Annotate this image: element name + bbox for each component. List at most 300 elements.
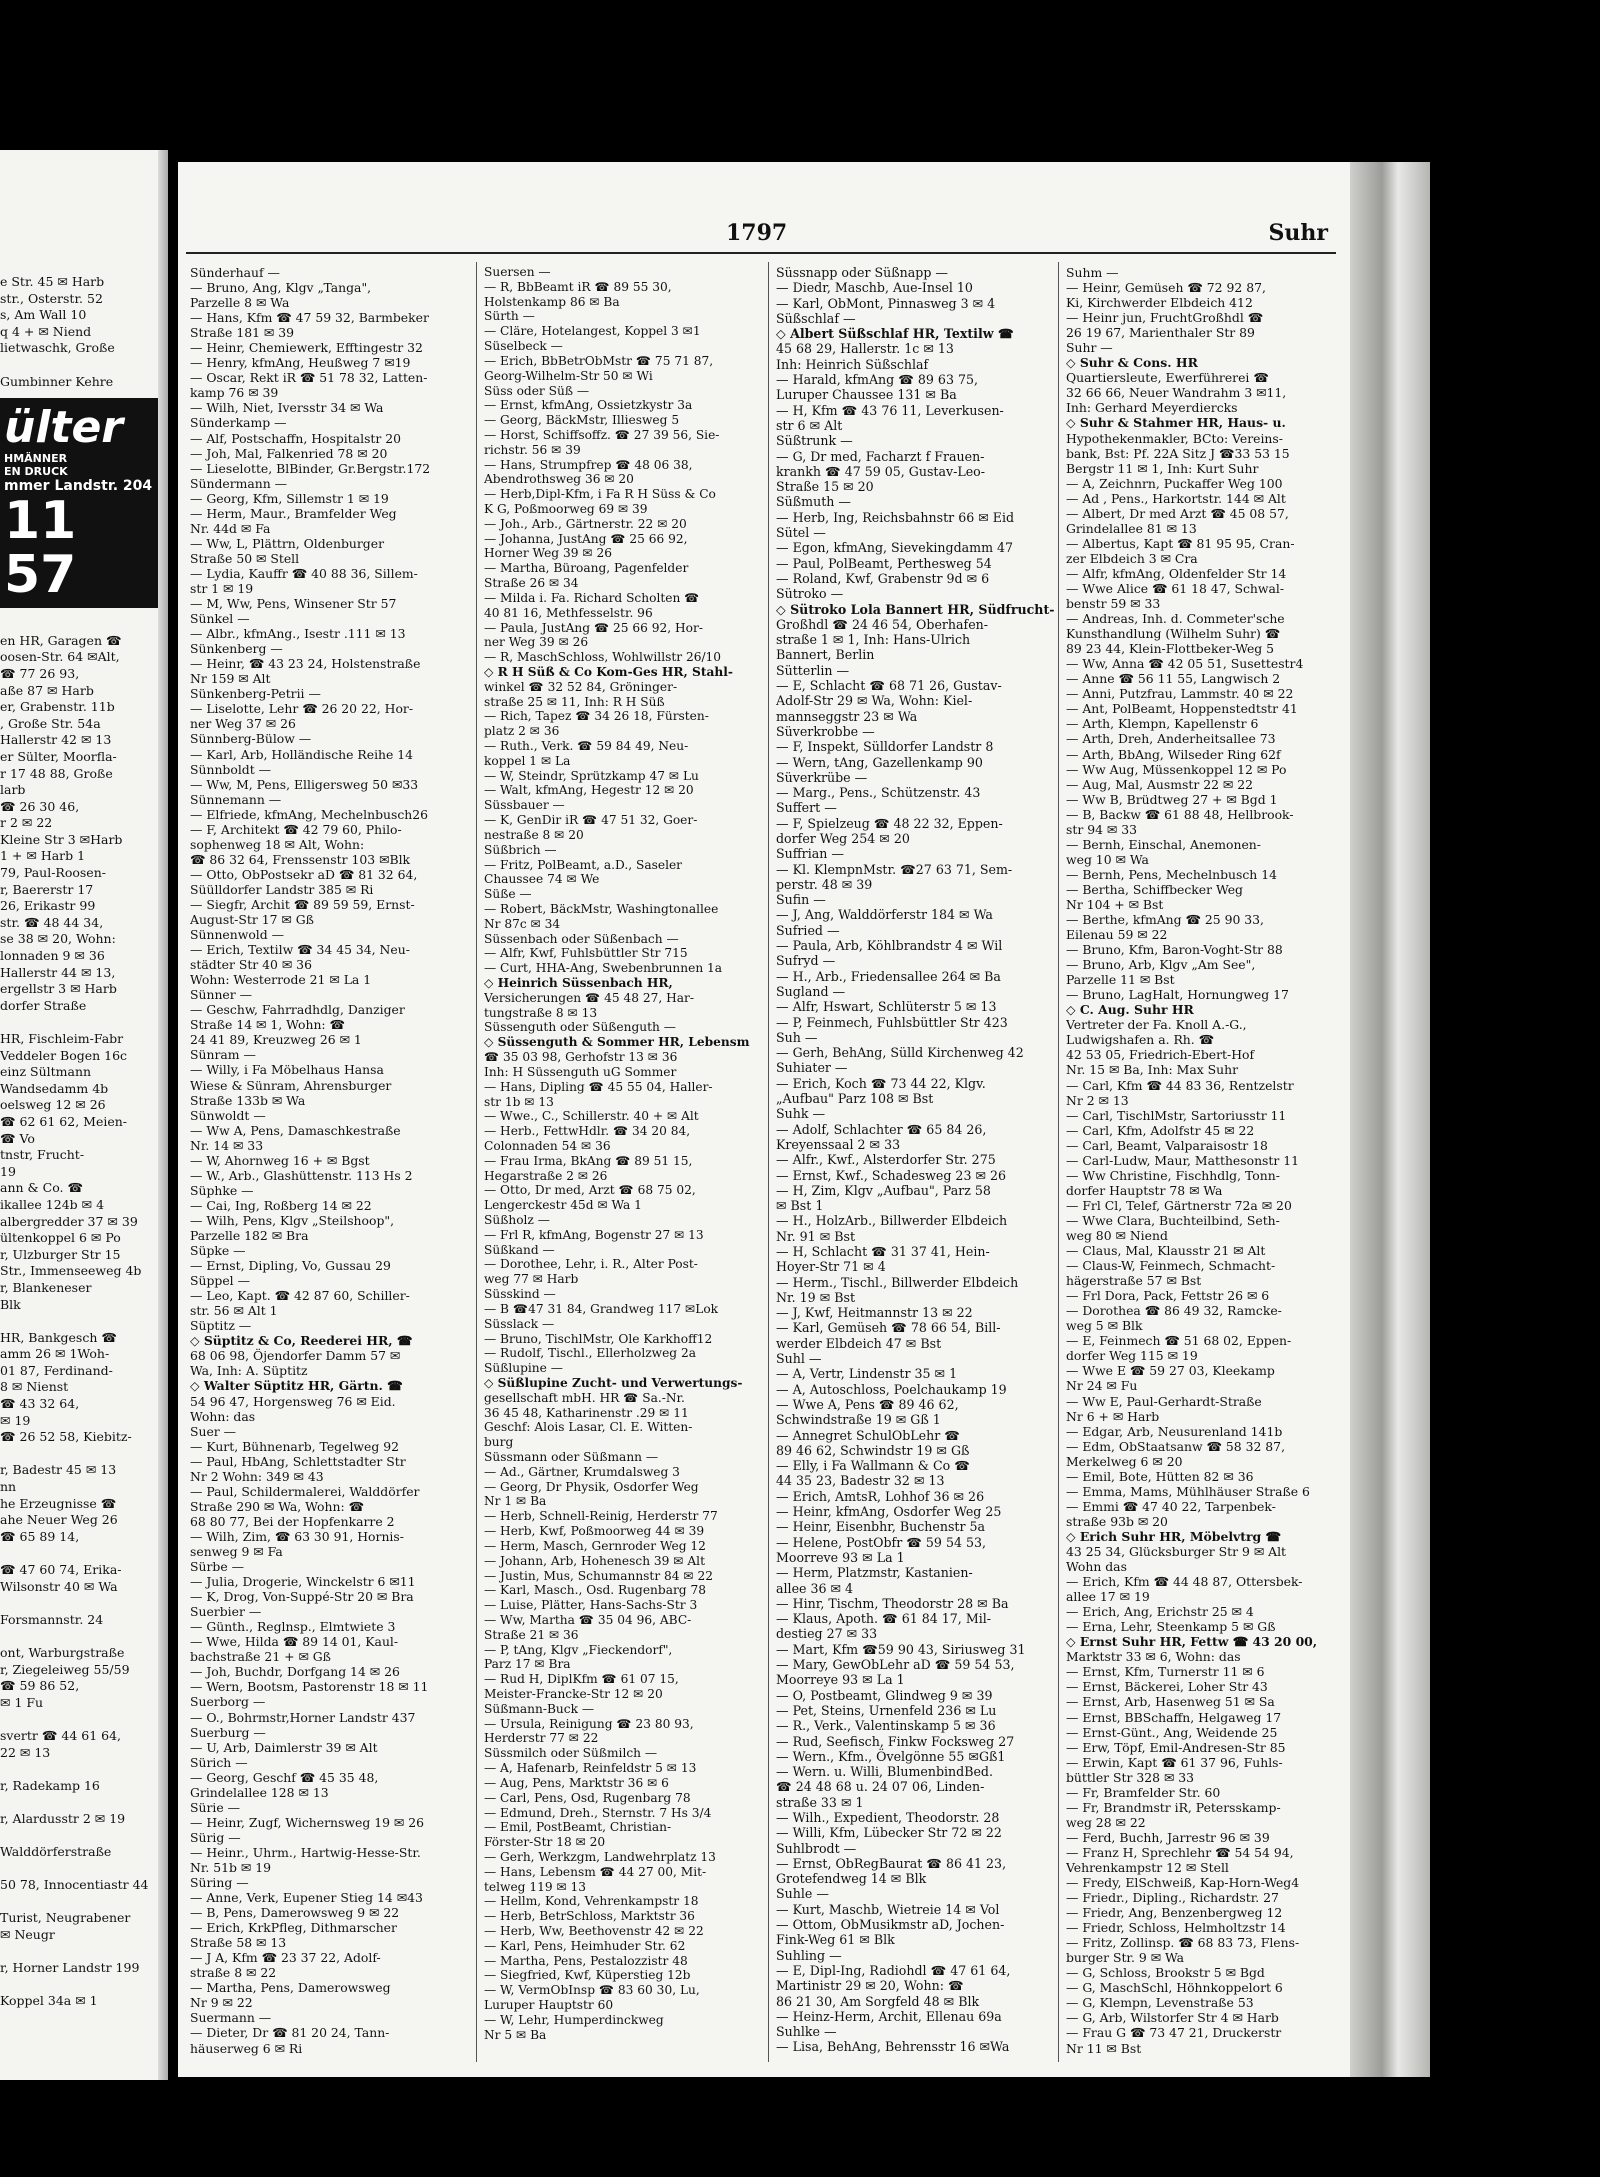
directory-entry: — Johann, Arb, Hohenesch 39 ✉ Alt [484, 1553, 705, 1568]
directory-entry: — G, Arb, Wilstorfer Str 4 ✉ Harb [1066, 2010, 1279, 2026]
directory-entry: weg 28 ✉ 22 [1066, 1814, 1146, 1830]
directory-entry: — Wwe., C., Schillerstr. 40 + ✉ Alt [484, 1109, 699, 1124]
directory-entry: Parzelle 8 ✉ Wa [190, 295, 290, 311]
directory-entry: — Dorothee, Lehr, i. R., Alter Post- [484, 1257, 698, 1272]
directory-entry: — W, Ahornweg 16 + ✉ Bgst [190, 1152, 370, 1168]
directory-entry: — Emil, PostBeamt, Christian- [484, 1820, 672, 1835]
directory-entry: — Ad , Pens., Harkortstr. 144 ✉ Alt [1066, 490, 1286, 506]
directory-entry: ner Weg 39 ✉ 26 [484, 635, 589, 650]
surname-heading: Sürich — [190, 1754, 248, 1770]
directory-entry: Vertreter der Fa. Knoll A.-G., [1066, 1017, 1247, 1033]
directory-entry: — G, Dr med, Facharzt f Frauen- [776, 448, 985, 464]
directory-entry: — Karl, Arb, Holländische Reihe 14 [190, 746, 414, 762]
directory-entry: — Georg, Dr Physik, Osdorfer Weg [484, 1479, 699, 1494]
directory-entry: hägerstraße 57 ✉ Bst [1066, 1273, 1202, 1289]
directory-entry: Colonnaden 54 ✉ 36 [484, 1138, 611, 1153]
directory-entry: — Alfr, kfmAng, Oldenfelder Str 14 [1066, 565, 1287, 581]
adjacent-line: r, Baererstr 17 [0, 881, 94, 897]
directory-entry: K G, Poßmoorweg 69 ✉ 39 [484, 502, 648, 516]
surname-heading: Süppel — [190, 1273, 250, 1289]
surname-heading: Süpke — [190, 1243, 246, 1259]
directory-entry: — G, Schloss, Brookstr 5 ✉ Bgd [1066, 1965, 1265, 1981]
directory-entry: straße 33 ✉ 1 [776, 1794, 864, 1810]
adjacent-line: Wandsedamm 4b [0, 1080, 109, 1096]
directory-entry: — W, Steindr, Sprützkamp 47 ✉ Lu [484, 768, 699, 783]
ad-line: HMÄNNER [4, 452, 68, 466]
directory-entry: — P, tAng, Klgv „Fieckendorf", [484, 1642, 673, 1657]
directory-entry: kamp 76 ✉ 39 [190, 385, 279, 401]
adjacent-line: 01 87, Ferdinand- [0, 1362, 113, 1378]
surname-heading: Suerburg — [190, 1724, 266, 1740]
directory-entry: — W., Arb., Glashüttenstr. 113 Hs 2 [190, 1167, 413, 1183]
surname-heading: Süselbeck — [484, 339, 563, 354]
adjacent-line [0, 1628, 168, 1645]
directory-entry: 68 06 98, Öjendorfer Damm 57 ✉ [190, 1348, 401, 1364]
surname-heading: Sufin — [776, 892, 826, 908]
adjacent-line: ✉ 1 Fu [0, 1694, 44, 1710]
directory-entry: — Erw, Töpf, Emil-Andresen-Str 85 [1066, 1739, 1286, 1755]
directory-entry: Straße 21 ✉ 36 [484, 1627, 579, 1642]
surname-heading: Süßschlaf — [776, 310, 856, 326]
directory-entry: — Frau Irma, BkAng ☎ 89 51 15, [484, 1153, 693, 1168]
directory-entry: — Hellm, Kond, Vehrenkampstr 18 [484, 1894, 699, 1909]
surname-heading: Süßmann-Buck — [484, 1701, 595, 1716]
surname-heading: Suerbier — [190, 1604, 262, 1620]
directory-entry: — Horst, Schiffsoffz. ☎ 27 39 56, Sie- [484, 427, 720, 442]
directory-entry: Wa, Inh: A. Süptitz [190, 1363, 308, 1379]
column-divider [1058, 262, 1059, 2062]
directory-entry: — Erwin, Kapt ☎ 61 37 96, Fuhls- [1066, 1754, 1283, 1770]
directory-entry: Chaussee 74 ✉ We [484, 872, 600, 887]
directory-entry: — Otto, Dr med, Arzt ☎ 68 75 02, [484, 1183, 696, 1198]
page-edge [1350, 162, 1430, 2077]
directory-entry: — Herm, Maur., Bramfelder Weg [190, 505, 397, 521]
surname-heading: Sütterlin — [776, 662, 850, 678]
directory-entry: Straße 181 ✉ 39 [190, 325, 295, 341]
directory-entry: Horner Weg 39 ✉ 26 [484, 546, 612, 561]
adjacent-line: lietwaschk, Große [0, 340, 115, 356]
directory-entry: — A, Autoschloss, Poelchaukamp 19 [776, 1381, 1007, 1397]
surname-heading: Sünnboldt — [190, 761, 272, 777]
directory-entry: — Pet, Steins, Urnenfeld 236 ✉ Lu [776, 1702, 997, 1718]
adjacent-line: 50 78, Innocentiastr 44 [0, 1877, 149, 1893]
directory-entry: ◇ C. Aug. Suhr HR [1066, 1002, 1194, 1018]
adjacent-line: einz Sültmann [0, 1064, 92, 1080]
adjacent-line: larb [0, 782, 26, 798]
adjacent-line: Koppel 34a ✉ 1 [0, 1993, 98, 2009]
directory-entry: allee 17 ✉ 19 [1066, 1589, 1150, 1605]
directory-entry: — Herb, Ing, Reichsbahnstr 66 ✉ Eid [776, 509, 1015, 525]
adjacent-line [0, 1014, 168, 1031]
directory-entry: — Heinr, kfmAng, Osdorfer Weg 25 [776, 1504, 1002, 1520]
directory-entry: — Emil, Bote, Hütten 82 ✉ 36 [1066, 1468, 1254, 1484]
directory-entry: allee 36 ✉ 4 [776, 1580, 854, 1596]
directory-entry: senweg 9 ✉ Fa [190, 1543, 283, 1559]
directory-entry: Schwindstraße 19 ✉ Gß 1 [776, 1412, 941, 1428]
surname-heading: Süßkand — [484, 1242, 555, 1257]
surname-heading: Sürth — [484, 309, 535, 324]
directory-entry: 45 68 29, Hallerstr. 1c ✉ 13 [776, 341, 954, 357]
directory-entry: — Heinr, Gemüseh ☎ 72 92 87, [1066, 280, 1266, 296]
surname-heading: Süssenbach oder Süßenbach — [484, 931, 679, 946]
directory-entry: — Bruno, TischlMstr, Ole Karkhoff12 [484, 1331, 713, 1346]
directory-entry: 44 35 23, Badestr 32 ✉ 13 [776, 1473, 945, 1489]
directory-entry: winkel ☎ 32 52 84, Gröninger- [484, 679, 678, 694]
surname-heading: Suhr — [1066, 340, 1113, 356]
directory-entry: zer Elbdeich 3 ✉ Cra [1066, 550, 1198, 566]
directory-entry: Straße 50 ✉ Stell [190, 550, 300, 566]
directory-entry: — Leo, Kapt. ☎ 42 87 60, Schiller- [190, 1288, 410, 1304]
surname-heading: Süße — [484, 887, 532, 902]
surname-heading: Sürig — [190, 1829, 241, 1845]
directory-entry: — Wilh., Expedient, Theodorstr. 28 [776, 1809, 1000, 1825]
directory-entry: Inh: Gerhard Meyerdiercks [1066, 400, 1238, 416]
directory-entry: — G, MaschSchl, Höhnkoppelort 6 [1066, 1980, 1283, 1996]
advertisement [0, 398, 168, 608]
directory-entry: benstr 59 ✉ 33 [1066, 596, 1161, 612]
directory-entry: — Wwe A, Pens ☎ 89 46 62, [776, 1396, 959, 1412]
directory-entry: — Elfriede, kfmAng, Mechelnbusch26 [190, 806, 429, 822]
directory-column-1 [190, 265, 472, 2065]
directory-entry: städter Str 40 ✉ 36 [190, 957, 312, 973]
directory-entry: Quartiersleute, Ewerführerei ☎ [1066, 370, 1269, 386]
directory-entry: — Martha, Pens, Damerowsweg [190, 1980, 391, 1996]
directory-entry: häuserweg 6 ✉ Ri [190, 2040, 303, 2056]
directory-entry: — Rudolf, Tischl., Ellerholzweg 2a [484, 1346, 697, 1361]
directory-entry: ☎ 86 32 64, Frenssenstr 103 ✉Blk [190, 851, 411, 867]
directory-entry: Bergstr 11 ✉ 1, Inh: Kurt Suhr [1066, 460, 1259, 476]
adjacent-line: ☎ 26 30 46, [0, 798, 80, 814]
directory-entry: — Edmund, Dreh., Sternstr. 7 Hs 3/4 [484, 1805, 712, 1820]
directory-entry: Nr. 44d ✉ Fa [190, 520, 271, 536]
directory-entry: — Roland, Kwf, Grabenstr 9d ✉ 6 [776, 570, 990, 586]
directory-entry: — Edm, ObStaatsanw ☎ 58 32 87, [1066, 1438, 1286, 1454]
directory-entry: — Erich, AmtsR, Lohhof 36 ✉ 26 [776, 1488, 985, 1504]
directory-entry: Vehrenkampstr 12 ✉ Stell [1066, 1859, 1229, 1875]
surname-heading: Sütel — [776, 525, 826, 541]
directory-entry: — Luise, Plätter, Hans-Sachs-Str 3 [484, 1598, 698, 1613]
directory-entry: — Rud, Seefisch, Finkw Focksweg 27 [776, 1733, 1015, 1749]
directory-entry: Straße 58 ✉ 13 [190, 1935, 287, 1951]
directory-entry: — Geschw, Fahrradhdlg, Danziger [190, 1002, 405, 1018]
directory-entry: — Siegfried, Kwf, Küperstieg 12b [484, 1968, 691, 1983]
page-number: 1797 [726, 220, 788, 246]
directory-entry: — Fritz, PolBeamt, a.D., Saseler [484, 857, 683, 872]
column-divider [476, 262, 477, 2062]
directory-entry: ◇ Süptitz & Co, Reederei HR, ☎ [190, 1333, 413, 1349]
directory-entry: — Dieter, Dr ☎ 81 20 24, Tann- [190, 2025, 390, 2041]
directory-entry: — H, Zim, Klgv „Aufbau", Parz 58 [776, 1182, 991, 1198]
adjacent-line: ültenkoppel 6 ✉ Po [0, 1230, 121, 1246]
adjacent-line: ☎ 59 86 52, [0, 1678, 80, 1694]
directory-entry: — Heinr, ☎ 43 23 24, Holstenstraße [190, 656, 421, 672]
directory-entry: Nr 2 ✉ 13 [1066, 1092, 1129, 1108]
adjacent-page-fragment [0, 150, 168, 2080]
directory-entry: 24 41 89, Kreuzweg 26 ✉ 1 [190, 1032, 362, 1048]
directory-entry: — Ww B, Brüdtweg 27 + ✉ Bgd 1 [1066, 791, 1278, 807]
directory-entry: — Carl-Ludw, Maur, Matthesonstr 11 [1066, 1152, 1300, 1168]
directory-entry: Nr 104 + ✉ Bst [1066, 896, 1164, 912]
directory-entry: — Fr, Bramfelder Str. 60 [1066, 1784, 1221, 1800]
directory-entry: Moorreve 93 ✉ La 1 [776, 1549, 905, 1565]
directory-entry: — Hans, Lebensm ☎ 44 27 00, Mit- [484, 1864, 707, 1879]
directory-entry: — Heinr, Chemiewerk, Efftingestr 32 [190, 340, 423, 356]
directory-entry: str 6 ✉ Alt [776, 417, 843, 433]
directory-entry: — Arth, BbAng, Wilseder Ring 62f [1066, 746, 1281, 762]
directory-entry: — Ernst, kfmAng, Ossietzkystr 3a [484, 398, 693, 413]
directory-entry: Straße 133b ✉ Wa [190, 1092, 306, 1108]
surname-heading: Suersen — [484, 265, 551, 279]
directory-entry: 32 66 66, Neuer Wandrahm 3 ✉11, [1066, 385, 1287, 401]
surname-heading: Süphke — [190, 1182, 254, 1198]
adjacent-line [0, 1545, 168, 1562]
directory-entry: — Karl, ObMont, Pinnasweg 3 ✉ 4 [776, 295, 996, 311]
adjacent-line: str., Osterstr. 52 [0, 290, 103, 306]
adjacent-line: tnstr, Frucht- [0, 1147, 85, 1163]
adjacent-line: Gumbinner Kehre [0, 373, 114, 389]
directory-entry: Hegarstraße 2 ✉ 26 [484, 1168, 608, 1183]
adjacent-line [0, 1977, 168, 1994]
surname-heading: Sütroko — [776, 586, 844, 602]
directory-entry: Herderstr 77 ✉ 22 [484, 1731, 599, 1746]
adjacent-line [0, 1761, 168, 1778]
adjacent-line: r, Horner Landstr 199 [0, 1960, 140, 1976]
directory-entry: Eilenau 59 ✉ 22 [1066, 927, 1168, 943]
directory-entry: — Claus, Mal, Klausstr 21 ✉ Alt [1066, 1243, 1266, 1259]
surname-heading: Sugland — [776, 983, 846, 999]
adjacent-line: 8 ✉ Nienst [0, 1379, 69, 1395]
directory-entry: — Lydia, Kauffr ☎ 40 88 36, Sillem- [190, 565, 418, 581]
adjacent-line: lonnaden 9 ✉ 36 [0, 948, 105, 964]
surname-heading: Süßmuth — [776, 494, 851, 510]
directory-entry: „Aufbau" Parz 108 ✉ Bst [776, 1091, 934, 1107]
adjacent-line: Hallerstr 44 ✉ 13, [0, 964, 116, 980]
directory-entry: — Ernst, Arb, Hasenweg 51 ✉ Sa [1066, 1694, 1275, 1710]
directory-column-3 [776, 265, 1058, 2065]
surname-heading: Süßholz — [484, 1213, 550, 1227]
directory-entry: richstr. 56 ✉ 39 [484, 442, 581, 457]
surname-heading: Süssnapp oder Süßnapp — [776, 265, 949, 280]
directory-entry: ✉ Bst 1 [776, 1198, 824, 1214]
directory-entry: Straße 26 ✉ 34 [484, 576, 579, 591]
adjacent-line: , Große Str. 54a [0, 715, 101, 731]
directory-entry: str 1 ✉ 19 [190, 580, 254, 596]
directory-entry: — Herm, Platzmstr, Kastanien- [776, 1565, 973, 1581]
adjacent-line: albergredder 37 ✉ 39 [0, 1213, 138, 1229]
directory-entry: — Anne ☎ 56 11 55, Langwisch 2 [1066, 671, 1281, 687]
adjacent-line: Str., Immenseeweg 4b [0, 1263, 142, 1279]
directory-entry: ner Weg 37 ✉ 26 [190, 716, 296, 732]
directory-entry: Nr. 15 ✉ Ba, Inh: Max Suhr [1066, 1062, 1239, 1078]
directory-entry: — Gerh, BehAng, Sülld Kirchenweg 42 [776, 1045, 1024, 1061]
directory-entry: — Annegret SchulObLehr ☎ [776, 1427, 960, 1443]
directory-entry: — Alfr, Hswart, Schlüterstr 5 ✉ 13 [776, 999, 997, 1015]
directory-entry: — Martha, Büroang, Pagenfelder [484, 561, 689, 576]
surname-heading: Sufryd — [776, 953, 836, 969]
directory-entry: — Herb, Schnell-Reinig, Herderstr 77 [484, 1509, 718, 1524]
directory-entry: — Robert, BäckMstr, Washingtonallee [484, 901, 719, 916]
directory-entry: Kunsthandlung (Wilhelm Suhr) ☎ [1066, 626, 1281, 642]
surname-heading: Sünnberg-Bülow — [190, 731, 312, 747]
directory-entry: — Wilh, Zim, ☎ 63 30 91, Hornis- [190, 1528, 404, 1544]
directory-entry: Inh: H Süssenguth uG Sommer [484, 1064, 677, 1079]
directory-entry: 42 53 05, Friedrich-Ebert-Hof [1066, 1047, 1255, 1063]
directory-entry: — Erich, KrkPfleg, Dithmarscher [190, 1920, 397, 1936]
directory-entry: — Henry, kfmAng, Heußweg 7 ✉19 [190, 355, 411, 371]
directory-entry: weg 80 ✉ Niend [1066, 1228, 1168, 1243]
directory-entry: — Johanna, JustAng ☎ 25 66 92, [484, 531, 688, 546]
directory-entry: Großhdl ☎ 24 46 54, Oberhafen- [776, 616, 989, 632]
directory-entry: — R, MaschSchloss, Wohlwillstr 26/10 [484, 650, 722, 665]
directory-entry: — Curt, HHA-Ang, Swebenbrunnen 1a [484, 961, 723, 976]
directory-entry: — Joh, Buchdr, Dorfgang 14 ✉ 26 [190, 1664, 400, 1680]
directory-entry: — H., Arb., Friedensallee 264 ✉ Ba [776, 968, 1001, 984]
surname-heading: Sünderkamp — [190, 415, 287, 431]
surname-heading: Sünnemann — [190, 791, 282, 807]
directory-entry: — Wwe E ☎ 59 27 03, Kleekamp [1066, 1363, 1275, 1379]
directory-entry: 40 81 16, Methfesselstr. 96 [484, 605, 653, 620]
adjacent-line: ikallee 124b ✉ 4 [0, 1196, 105, 1212]
surname-heading: Suhlbrodt — [776, 1840, 857, 1856]
surname-heading: Suhk — [776, 1106, 826, 1122]
directory-entry: — Hinr, Tischm, Theodorstr 28 ✉ Ba [776, 1595, 1009, 1611]
directory-entry: 86 21 30, Am Sorgfeld 48 ✉ Blk [776, 1993, 980, 2009]
directory-entry: — Klaus, Apoth. ☎ 61 84 17, Mil- [776, 1611, 992, 1627]
directory-entry: — Arth, Dreh, Anderheitsallee 73 [1066, 731, 1276, 747]
surname-heading: Sünwoldt — [190, 1107, 266, 1123]
directory-entry: — B, Backw ☎ 61 88 48, Hellbrook- [1066, 806, 1294, 822]
surname-heading: Süverkrübe — [776, 769, 868, 785]
adjacent-line: e Str. 45 ✉ Harb [0, 274, 105, 289]
directory-entry: Parzelle 11 ✉ Bst [1066, 972, 1175, 988]
directory-entry: — Ernst, Dipling, Vo, Gussau 29 [190, 1258, 391, 1274]
adjacent-line: str. ☎ 48 44 34, [0, 914, 104, 930]
directory-entry: — P, Feinmech, Fuhlsbüttler Str 423 [776, 1014, 1008, 1030]
directory-entry: ◇ Suhr & Cons. HR [1066, 355, 1198, 371]
directory-entry: — Elly, i Fa Wallmann & Co ☎ [776, 1458, 970, 1474]
directory-entry: werder Elbdeich 47 ✉ Bst [776, 1335, 942, 1351]
surname-heading: Suhm — [1066, 265, 1119, 280]
directory-entry: dorfer Weg 115 ✉ 19 [1066, 1348, 1198, 1364]
directory-entry: Inh: Heinrich Süßschlaf [776, 356, 929, 372]
adjacent-line: r, Ziegeleiweg 55/59 [0, 1661, 130, 1677]
directory-entry: — Julia, Drogerie, Winckelstr 6 ✉11 [190, 1574, 416, 1590]
adjacent-line: ☎ 77 26 93, [0, 665, 80, 681]
surname-heading: Sürbe — [190, 1559, 244, 1575]
surname-heading: Sünkenberg — [190, 641, 283, 657]
directory-entry: Nr. 19 ✉ Bst [776, 1289, 856, 1305]
directory-entry: Nr 159 ✉ Alt [190, 671, 271, 687]
directory-entry: ☎ 24 48 68 u. 24 07 06, Linden- [776, 1779, 985, 1795]
directory-entry: — Wwe Clara, Buchteilbind, Seth- [1066, 1212, 1280, 1228]
directory-entry: — Egon, kfmAng, Sievekingdamm 47 [776, 540, 1014, 556]
directory-entry: — Ww, Martha ☎ 35 04 96, ABC- [484, 1612, 692, 1627]
directory-entry: Holstenkamp 86 ✉ Ba [484, 294, 620, 309]
directory-entry: — Andreas, Inh. d. Commeter'sche [1066, 611, 1285, 627]
surname-heading: Süring — [190, 1875, 249, 1891]
directory-entry: — Siegfr, Archit ☎ 89 59 59, Ernst- [190, 896, 415, 912]
directory-entry: — Ferd, Buchh, Jarrestr 96 ✉ 39 [1066, 1829, 1270, 1845]
directory-entry: destieg 27 ✉ 33 [776, 1626, 878, 1642]
directory-entry: ◇ Suhr & Stahmer HR, Haus- u. [1066, 415, 1286, 431]
directory-entry: — Ww Christine, Fischhdlg, Tonn- [1066, 1167, 1280, 1183]
directory-entry: — Frl Cl, Telef, Gärtnerstr 72a ✉ 20 [1066, 1197, 1292, 1213]
directory-entry: — Fredy, ElSchweiß, Kap-Horn-Weg4 [1066, 1875, 1300, 1891]
surname-heading: Suerborg — [190, 1694, 266, 1710]
directory-entry: Süülldorfer Landstr 385 ✉ Ri [190, 881, 374, 897]
directory-entry: — F, Spielzeug ☎ 48 22 32, Eppen- [776, 815, 1003, 831]
adjacent-line: ✉ 19 [0, 1412, 31, 1428]
adjacent-line: r, Radekamp 16 [0, 1777, 100, 1793]
adjacent-line: Forsmannstr. 24 [0, 1611, 104, 1627]
directory-entry: ◇ Süssenguth & Sommer HR, Lebensm [484, 1035, 750, 1050]
adjacent-line [0, 616, 168, 633]
directory-entry: — Arth, Klempn, Kapellenstr 6 [1066, 716, 1259, 732]
directory-entry: — B ☎47 31 84, Grandweg 117 ✉Lok [484, 1301, 719, 1316]
header-rule [186, 252, 1336, 254]
directory-entry: Straße 14 ✉ 1, Wohn: ☎ [190, 1017, 345, 1033]
surname-heading: Suhlke — [776, 2024, 837, 2040]
directory-entry: Meister-Francke-Str 12 ✉ 20 [484, 1687, 663, 1701]
directory-entry: — A, Hafenarb, Reinfeldstr 5 ✉ 13 [484, 1761, 697, 1776]
directory-entry: straße 93b ✉ 20 [1066, 1513, 1168, 1529]
directory-entry: — Heinr, Eisenbhr, Buchenstr 5a [776, 1519, 986, 1535]
directory-column-4 [1066, 265, 1348, 2065]
adjacent-line: ☎ 62 61 62, Meien- [0, 1113, 128, 1129]
directory-entry: — Bruno, LagHalt, Hornungweg 17 [1066, 987, 1289, 1003]
surname-heading: Süßbrich — [484, 842, 557, 857]
ad-brand: ülter [4, 402, 123, 454]
directory-entry: — Heinr., Uhrm., Hartwig-Hesse-Str. [190, 1844, 421, 1860]
adjacent-line: ☎ Vo [0, 1130, 35, 1146]
directory-entry: — Liselotte, Lehr ☎ 26 20 22, Hor- [190, 701, 414, 717]
directory-entry: — Cai, Ing, Roßberg 14 ✉ 22 [190, 1197, 372, 1213]
directory-entry: — Alf, Postschaffn, Hospitalstr 20 [190, 430, 402, 446]
adjacent-line: svertr ☎ 44 61 64, [0, 1727, 122, 1743]
directory-entry: str. 56 ✉ Alt 1 [190, 1303, 278, 1319]
directory-entry: — Erna, Lehr, Steenkamp 5 ✉ Gß [1066, 1619, 1276, 1635]
surname-heading: Süverkrobbe — [776, 723, 875, 739]
surname-heading: Süßtrunk — [776, 433, 853, 449]
adjacent-line [0, 1446, 168, 1463]
directory-entry: — Albert, Dr med Arzt ☎ 45 08 57, [1066, 505, 1289, 521]
directory-entry: — Bruno, Kfm, Baron-Voght-Str 88 [1066, 942, 1283, 958]
directory-entry: — Georg, Kfm, Sillemstr 1 ✉ 19 [190, 490, 389, 506]
directory-entry: burger Str. 9 ✉ Wa [1066, 1950, 1185, 1966]
directory-entry: — Diedr, Maschb, Aue-Insel 10 [776, 280, 973, 296]
directory-entry: koppel 1 ✉ La [484, 753, 571, 768]
adjacent-line: Walddörferstraße [0, 1844, 112, 1860]
directory-entry: Nr 6 + ✉ Harb [1066, 1408, 1160, 1424]
directory-entry: — Ernst, Kfm, Turnerstr 11 ✉ 6 [1066, 1664, 1265, 1680]
directory-entry: Grindelallee 128 ✉ 13 [190, 1784, 329, 1800]
directory-entry: — Ad., Gärtner, Krumdalsweg 3 [484, 1464, 680, 1479]
directory-entry: tungstraße 8 ✉ 13 [484, 1005, 598, 1020]
directory-entry: — Oscar, Rekt iR ☎ 51 78 32, Latten- [190, 370, 428, 386]
directory-entry: — Franz H, Sprechlehr ☎ 54 54 94, [1066, 1844, 1294, 1860]
adjacent-line: HR, Bankgesch ☎ [0, 1329, 117, 1345]
adjacent-line: r, Ulzburger Str 15 [0, 1246, 121, 1262]
surname-heading: Suhle — [776, 1886, 829, 1902]
directory-entry: Georg-Wilhelm-Str 50 ✉ Wi [484, 368, 653, 383]
directory-entry: — Wwe Alice ☎ 61 18 47, Schwal- [1066, 580, 1285, 596]
directory-entry: — Paul, HbAng, Schlettstadter Str [190, 1453, 406, 1469]
directory-entry: — H, Kfm ☎ 43 76 11, Leverkusen- [776, 402, 1004, 418]
directory-entry: — Karl, Pens, Heimhuder Str. 62 [484, 1938, 686, 1953]
adjacent-line: oelsweg 12 ✉ 26 [0, 1097, 106, 1113]
directory-entry: — Hans, Kfm ☎ 47 59 32, Barmbeker [190, 310, 429, 326]
directory-entry: Hoyer-Str 71 ✉ 4 [776, 1259, 886, 1275]
